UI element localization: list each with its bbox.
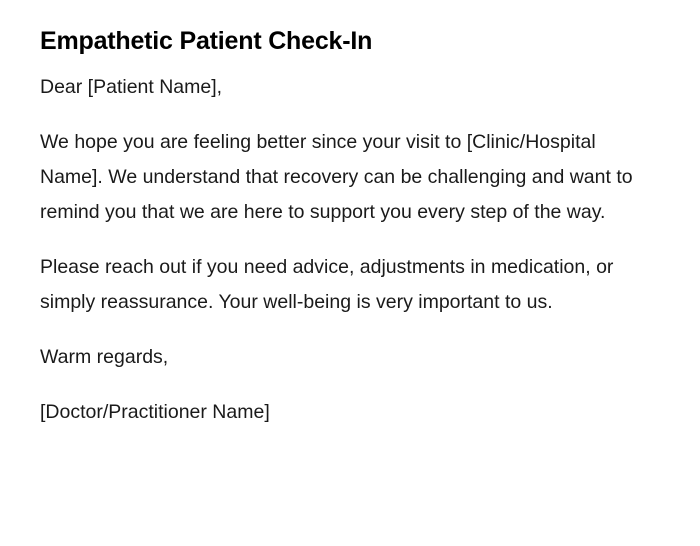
- signature-line: [Doctor/Practitioner Name]: [40, 401, 270, 423]
- document-title: Empathetic Patient Check-In: [40, 27, 373, 55]
- body-paragraph-2: Please reach out if you need advice, adjustments in medication, or simply reassurance. Your well-being is very important to us.: [40, 256, 614, 313]
- closing-line: Warm regards,: [40, 346, 169, 368]
- letter-document: [40, 24, 640, 450]
- body-paragraph-1: We hope you are feeling better since your visit to [Clinic/Hospital Name]. We understand that recovery can be challenging and want to remind you that we are here to support you every step of the way.: [40, 131, 633, 223]
- greeting-line: Dear [Patient Name],: [40, 76, 223, 98]
